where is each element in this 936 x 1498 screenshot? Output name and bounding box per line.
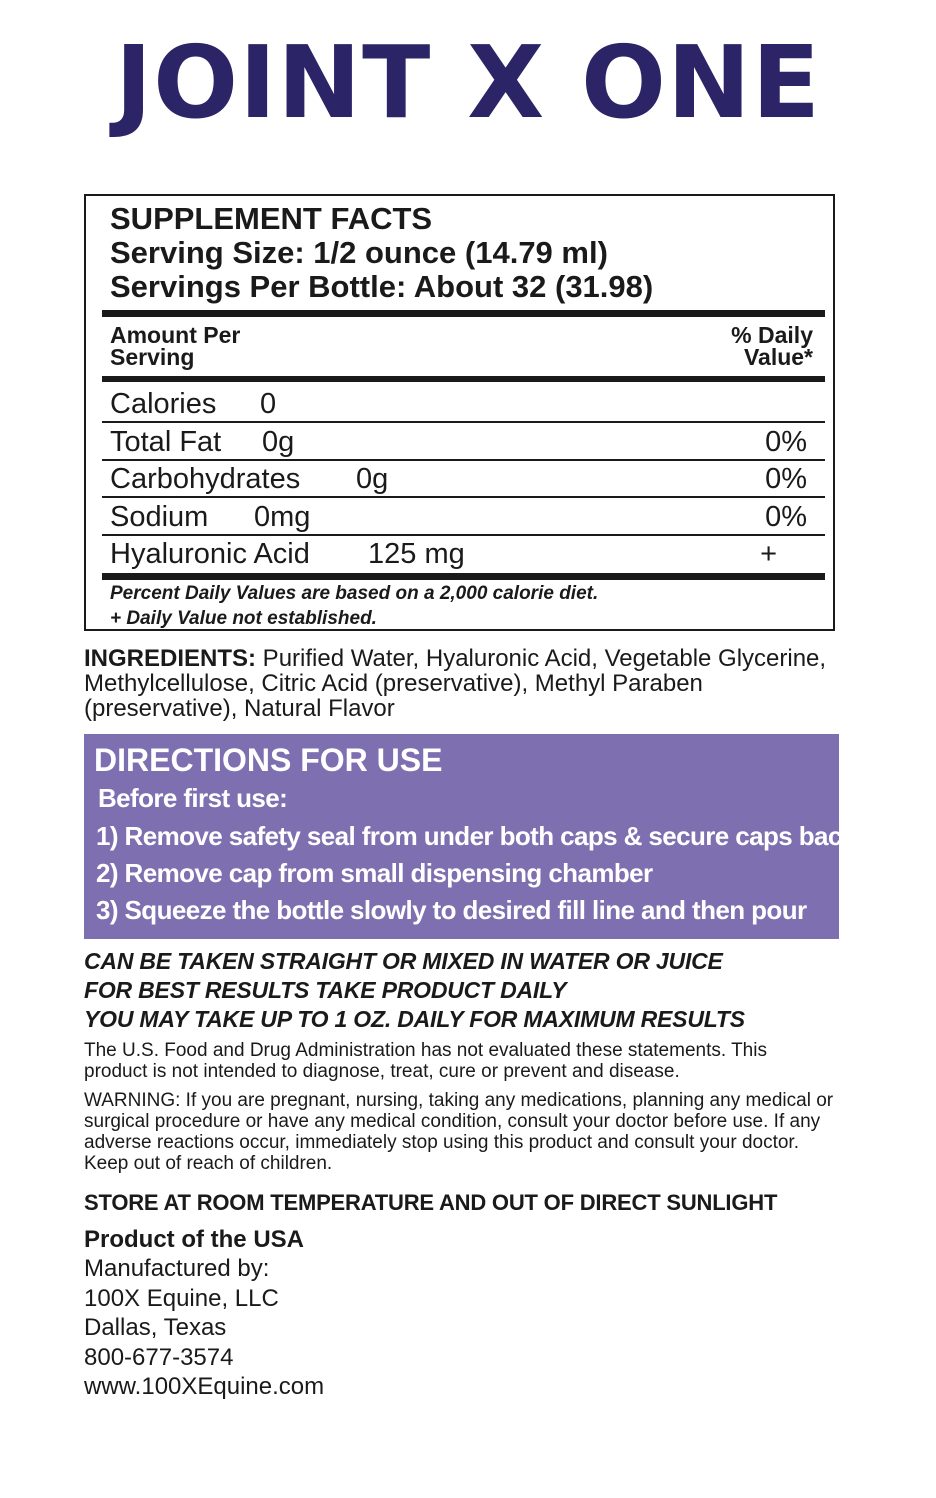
directions-title: DIRECTIONS FOR USE — [94, 742, 443, 778]
servings-per-bottle: Servings Per Bottle: About 32 (31.98) — [110, 269, 654, 304]
manufactured-by-label: Manufactured by: — [84, 1255, 270, 1282]
directions-step: 3) Squeeze the bottle slowly to desired fill line and then pour — [96, 895, 807, 925]
nutrient-percent: + — [760, 538, 777, 570]
nutrient-row — [110, 498, 807, 536]
directions-intro: Before first use: — [98, 783, 288, 813]
nutrient-value: 0g — [262, 426, 295, 458]
nutrient-row — [110, 385, 807, 423]
usage-note: CAN BE TAKEN STRAIGHT OR MIXED IN WATER OR JUICE — [84, 948, 723, 974]
storage-instructions: STORE AT ROOM TEMPERATURE AND OUT OF DIRECT SUNLIGHT — [84, 1190, 778, 1215]
footnote-plus: + Daily Value not established. — [110, 608, 377, 629]
nutrient-value: 0g — [356, 463, 389, 495]
ingredients-block — [84, 646, 844, 721]
footnote-daily-values: Percent Daily Values are based on a 2,000 calorie diet. — [110, 583, 599, 604]
nutrient-label: Sodium — [110, 501, 209, 533]
nutrient-percent: 0% — [765, 426, 807, 458]
facts-header — [110, 202, 653, 304]
directions-panel — [84, 734, 893, 939]
company-website: www.100XEquine.com — [84, 1373, 325, 1400]
amount-per-serving-label — [110, 324, 240, 368]
ingredients-text: Purified Water, Hyaluronic Acid, Vegetable Glycerine, Methylcellulose, Citric Acid (preservative), Methyl Paraben (preservative), Natural Flavor — [84, 645, 827, 722]
nutrient-label: Calories — [110, 388, 217, 420]
serving-size: Serving Size: 1/2 ounce (14.79 ml) — [110, 235, 608, 270]
directions-step: 2) Remove cap from small dispensing chamber — [96, 858, 653, 888]
product-origin: Product of the USA — [84, 1226, 304, 1253]
thick-divider-top — [102, 310, 825, 317]
company-phone: 800-677-3574 — [84, 1344, 234, 1371]
dv-label-line-2: Value* — [743, 344, 813, 370]
nutrient-row — [110, 535, 807, 573]
company-name: 100X Equine, LLC — [84, 1285, 279, 1312]
thick-divider-bottom — [102, 573, 825, 580]
amount-label-line-1: Amount Per — [110, 322, 241, 348]
facts-heading: SUPPLEMENT FACTS — [110, 201, 433, 236]
nutrient-label: Total Fat — [110, 426, 222, 458]
usage-note: YOU MAY TAKE UP TO 1 OZ. DAILY FOR MAXIMUM RESULTS — [84, 1006, 745, 1032]
fda-disclaimer: The U.S. Food and Drug Administration has not evaluated these statements. This product is not intended to diagnose, treat, cure or prevent and disease. — [84, 1040, 767, 1082]
daily-value-label — [731, 324, 813, 368]
nutrient-value: 0 — [260, 388, 277, 420]
company-city: Dallas, Texas — [84, 1314, 227, 1341]
dv-label-line-1: % Daily — [731, 322, 813, 348]
usage-note: FOR BEST RESULTS TAKE PRODUCT DAILY — [84, 977, 567, 1003]
nutrient-label: Carbohydrates — [110, 463, 301, 495]
nutrient-row — [110, 460, 807, 498]
nutrient-percent: 0% — [765, 501, 807, 533]
thick-divider-middle — [102, 376, 825, 382]
supplement-facts-panel — [84, 194, 835, 631]
warning-text: WARNING: If you are pregnant, nursing, taking any medications, planning any medical or surgical procedure or have any medical condition, consult your doctor before use. If any adverse reactions occur, immediately stop using this product and consult your doctor. Keep out of reach of children. — [84, 1090, 834, 1174]
amount-label-line-2: Serving — [110, 344, 195, 370]
product-title: JOINT X ONE — [114, 24, 822, 141]
nutrient-value: 0mg — [254, 501, 311, 533]
nutrient-value: 125 mg — [368, 538, 465, 570]
nutrient-percent: 0% — [765, 463, 807, 495]
nutrient-row — [110, 423, 807, 461]
directions-step: 1) Remove safety seal from under both caps & secure caps back on — [96, 821, 893, 851]
ingredients-label: INGREDIENTS: — [84, 645, 257, 672]
nutrient-label: Hyaluronic Acid — [110, 538, 310, 570]
